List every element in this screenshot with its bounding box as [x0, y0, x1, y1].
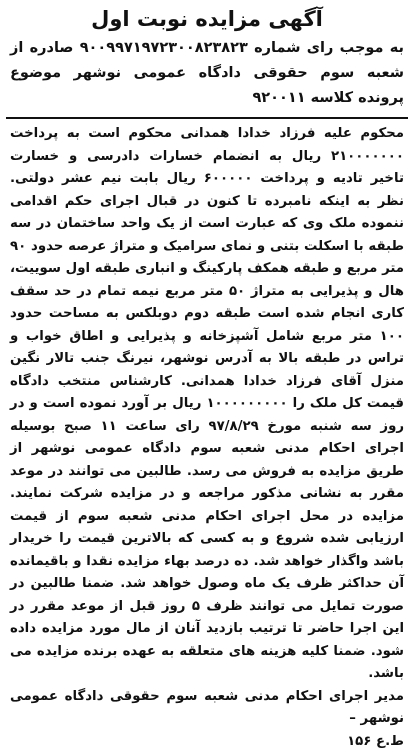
notice-title: آگهی مزایده نوبت اول [91, 7, 323, 31]
auction-notice [6, 4, 408, 749]
title-container [6, 6, 408, 32]
notice-header: به موجب رای شماره ۹۰۰۹۹۷۱۹۷۲۳۰۰۸۲۳۸۲۳ صادره از شعبه سوم حقوقی دادگاه عمومی نوشهر موضوع پرونده کلاسه ۹۲۰۰۱۱ [10, 40, 404, 106]
header-divider [6, 117, 408, 119]
notice-signature: مدیر اجرای احکام مدنی شعبه سوم حقوقی دادگاه عمومی نوشهر – [10, 688, 404, 726]
notice-code: ط.ع ۱۵۶ [347, 733, 404, 749]
notice-body: محکوم علیه فرزاد خدادا همدانی محکوم است به پرداخت ۲۱۰۰۰۰۰۰۰ ریال به انضمام خسارات دادرسی و خسارت تاخیر تادیه و پرداخت ۶۰۰۰۰۰ ریال بابت نیم عشر دولتی. نظر به اینکه نامبرده تا کنون در قبال اجرای حکم اقدامی ننموده ملک وی که عبارت است از یک واحد ساختمان در سه طبقه با اسکلت بتنی و نمای سرامیک و متراژ عرصه حدود ۹۰ متر مربع و طبقه همکف پارکینگ و انباری طبقه اول سوییت، هال و پذیرایی به متراژ ۵۰ متر مربع نیمه تمام در حد سقف کاری انجام شده است طبقه دوم دوبلکس به مساحت حدود ۱۰۰ متر مربع شامل آشپزخانه و پذیرایی و اطاق خواب و تراس در طبقه بالا به آدرس نوشهر، نیرنگ جنب تالار نگین منزل آقای فرزاد خدادا همدانی. کارشناس منتخب دادگاه قیمت کل ملک را ۱۰۰۰۰۰۰۰۰۰ ریال بر آورد نموده است و در روز سه شنبه مورخ ۹۷/۸/۲۹ رای ساعت ۱۱ صبح بوسیله اجرای احکام مدنی شعبه سوم دادگاه عمومی نوشهر از طریق مزایده به فروش می رسد. طالبین می توانند در موعد مقرر به نشانی مذکور مراجعه و در مزایده شرکت نمایند. مزایده در محل اجرای احکام مدنی شعبه سوم از قیمت ارزیابی شده شروع و به کسی که بالاترین قیمت را خریدار باشد واگذار خواهد شد. ده درصد بهاء مزایده نقدا و باقیمانده آن حداکثر ظرف یک ماه وصول خواهد شد. ضمنا طالبین در صورت تمایل می توانند ظرف ۵ روز قبل از موعد مقرر در این اجرا حاضر تا ترتیب بازدید آنان از مال مورد مزایده داده شود. ضمنا کلیه هزینه های متعلقه به عهده برنده مزایده می باشد. [10, 126, 405, 681]
